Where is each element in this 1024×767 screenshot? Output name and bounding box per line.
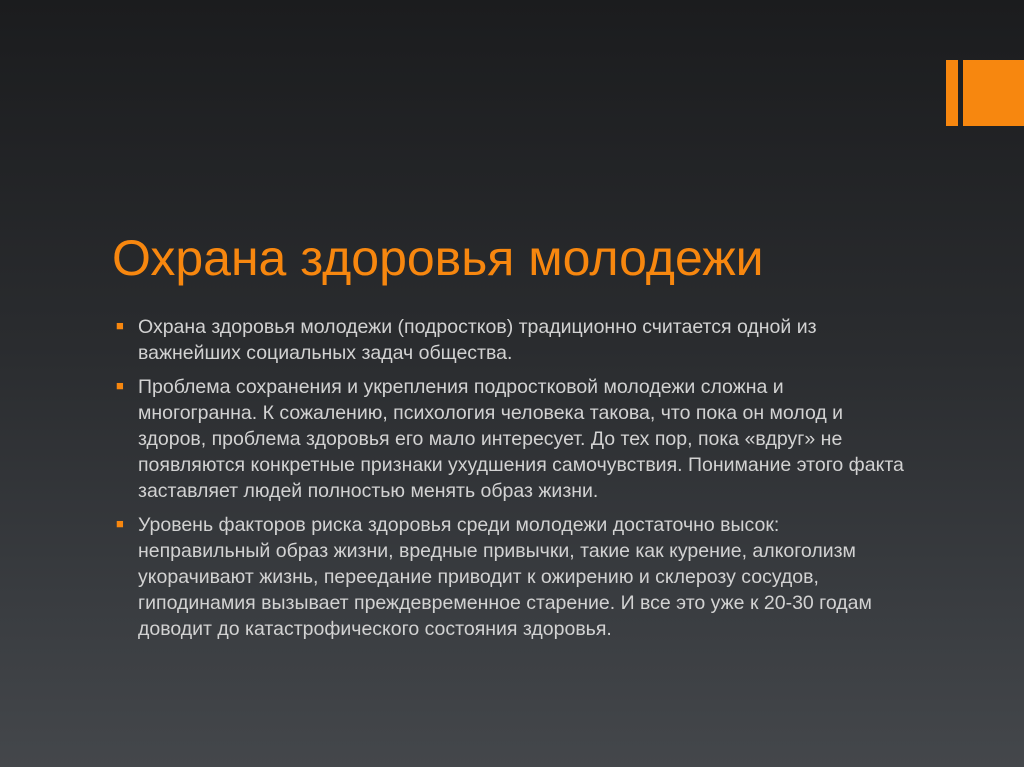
bullet-square-icon: ■: [116, 516, 124, 531]
bullet-square-icon: ■: [116, 318, 124, 333]
accent-bar-thick: [963, 60, 1024, 126]
bullet-item: [116, 512, 906, 642]
bullet-square-icon: ■: [116, 378, 124, 393]
bullet-text: Охрана здоровья молодежи (подростков) традиционно считается одной из важнейших социальных задач общества.: [138, 316, 817, 364]
slide-title: Охрана здоровья молодежи: [112, 230, 764, 286]
corner-accent-icon: [946, 60, 1024, 126]
bullet-item: [116, 374, 906, 504]
bullet-text: Проблема сохранения и укрепления подростковой молодежи сложна и многогранна. К сожалению, психология человека такова, что пока он молод и здоров, проблема здоровья его мало интересует. До тех пор, пока «вдруг» не появляются конкретные признаки ухудшения самочувствия. Понимание этого факта заставляет людей полностью менять образ жизни.: [138, 376, 904, 502]
bullet-text: Уровень факторов риска здоровья среди молодежи достаточно высок: неправильный образ жизни, вредные привычки, такие как курение, алкоголизм укорачивают жизнь, переедание приводит к ожирению и склерозу сосудов, гиподинамия вызывает преждевременное старение. И все это уже к 20-30 годам доводит до катастрофического состояния здоровья.: [138, 514, 872, 640]
bullet-item: [116, 314, 906, 366]
accent-bar-thin: [946, 60, 958, 126]
bullet-list: [116, 314, 906, 650]
